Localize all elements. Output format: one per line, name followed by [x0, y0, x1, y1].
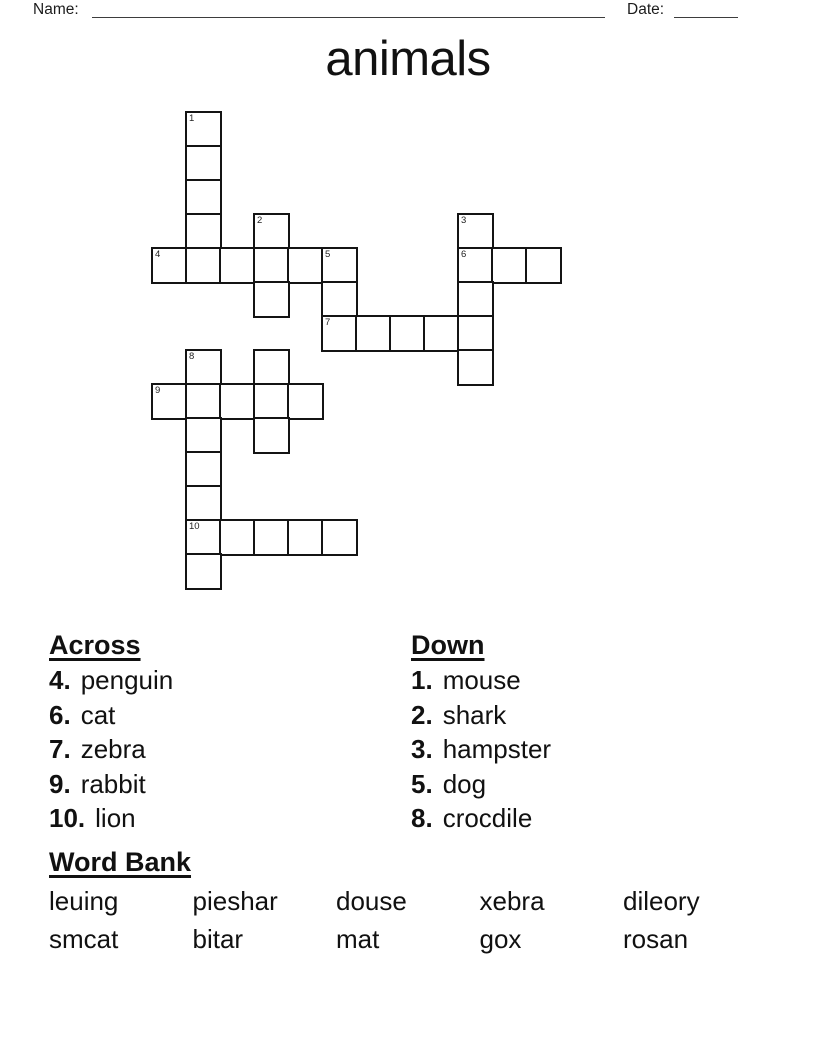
word-bank-item: douse	[336, 886, 407, 916]
clue-item	[49, 663, 173, 698]
clue-item	[411, 767, 551, 802]
grid-cell[interactable]	[253, 281, 290, 318]
grid-cell[interactable]	[457, 281, 494, 318]
word-bank-item: mat	[336, 924, 380, 954]
cell-number: 8	[189, 351, 195, 362]
grid-cell[interactable]	[185, 485, 222, 522]
word-bank-item: rosan	[623, 924, 689, 954]
clue-text: crocdile	[442, 803, 533, 833]
clue-item	[411, 801, 551, 836]
cell-number: 5	[325, 249, 331, 260]
across-heading: Across	[49, 630, 141, 660]
cell-number: 2	[257, 215, 263, 226]
grid-cell[interactable]	[185, 451, 222, 488]
grid-cell[interactable]	[525, 247, 562, 284]
clue-item	[49, 732, 173, 767]
grid-cell[interactable]	[253, 383, 290, 420]
cell-number: 4	[155, 249, 161, 260]
clue-number: 10.	[49, 803, 86, 833]
clue-item	[411, 663, 551, 698]
name-input-line[interactable]	[92, 0, 605, 18]
crossword-grid	[151, 111, 562, 590]
clue-number: 5.	[411, 768, 433, 799]
grid-cell[interactable]	[219, 383, 256, 420]
clue-number: 6.	[49, 699, 71, 730]
grid-cell[interactable]	[185, 553, 222, 590]
clue-number: 1.	[411, 665, 433, 695]
grid-cell[interactable]	[321, 247, 358, 284]
grid-cell[interactable]	[423, 315, 460, 352]
clue-text: mouse	[442, 665, 521, 695]
grid-cell[interactable]	[389, 315, 426, 352]
clue-number: 2.	[411, 699, 433, 730]
date-input-line[interactable]	[674, 0, 738, 18]
word-bank-item: dileory	[623, 886, 700, 916]
cell-number: 1	[189, 113, 195, 124]
grid-cell[interactable]	[185, 213, 222, 250]
grid-cell[interactable]	[321, 315, 358, 352]
down-heading: Down	[411, 630, 485, 660]
grid-cell[interactable]	[287, 519, 324, 556]
clue-number: 8.	[411, 803, 433, 833]
grid-cell[interactable]	[355, 315, 392, 352]
clue-text: shark	[442, 699, 507, 730]
across-clue-list	[49, 663, 173, 836]
grid-cell[interactable]	[185, 349, 222, 386]
grid-cell[interactable]	[457, 315, 494, 352]
word-bank-item: gox	[479, 924, 522, 954]
grid-cell[interactable]	[185, 145, 222, 182]
grid-cell[interactable]	[491, 247, 528, 284]
down-clue-list	[411, 663, 551, 836]
clue-item	[49, 767, 173, 802]
word-bank-item: pieshar	[192, 886, 278, 916]
clue-text: dog	[442, 768, 487, 799]
grid-cell[interactable]	[253, 213, 290, 250]
clue-number: 9.	[49, 768, 71, 799]
grid-cell[interactable]	[219, 247, 256, 284]
word-bank-item: xebra	[479, 886, 545, 916]
grid-cell[interactable]	[253, 417, 290, 454]
clue-text: rabbit	[80, 768, 146, 799]
name-label: Name:	[33, 1, 79, 18]
clue-item	[49, 801, 173, 836]
word-bank-words	[49, 882, 767, 958]
grid-cell[interactable]	[253, 349, 290, 386]
grid-cell[interactable]	[321, 281, 358, 318]
word-bank-item: bitar	[192, 924, 244, 954]
word-bank-heading: Word Bank	[49, 847, 192, 877]
word-bank-section	[49, 847, 767, 958]
cell-number: 7	[325, 317, 331, 328]
clue-text: cat	[80, 699, 116, 730]
clue-number: 4.	[49, 665, 71, 695]
down-section	[411, 630, 551, 836]
cell-number: 9	[155, 385, 161, 396]
cell-number: 10	[189, 521, 200, 532]
clue-item	[49, 698, 173, 733]
cell-number: 6	[461, 249, 467, 260]
grid-cell[interactable]	[457, 213, 494, 250]
grid-cell[interactable]	[185, 383, 222, 420]
grid-cell[interactable]	[151, 383, 188, 420]
date-label: Date:	[627, 1, 665, 18]
grid-cell[interactable]	[185, 179, 222, 216]
clue-text: zebra	[80, 734, 146, 764]
grid-cell[interactable]	[457, 247, 494, 284]
clue-item	[411, 698, 551, 733]
grid-cell[interactable]	[185, 111, 222, 148]
grid-cell[interactable]	[321, 519, 358, 556]
clue-text: hampster	[442, 734, 552, 764]
grid-cell[interactable]	[185, 519, 222, 556]
clue-text: lion	[95, 803, 136, 833]
grid-cell[interactable]	[185, 417, 222, 454]
cell-number: 3	[461, 215, 467, 226]
grid-cell[interactable]	[287, 247, 324, 284]
clue-number: 3.	[411, 734, 433, 764]
grid-cell[interactable]	[253, 247, 290, 284]
grid-cell[interactable]	[457, 349, 494, 386]
grid-cell[interactable]	[151, 247, 188, 284]
grid-cell[interactable]	[253, 519, 290, 556]
puzzle-title: animals	[325, 32, 491, 86]
word-bank-item: smcat	[49, 924, 119, 954]
clue-number: 7.	[49, 734, 71, 764]
grid-cell[interactable]	[287, 383, 324, 420]
grid-cell[interactable]	[185, 247, 222, 284]
grid-cell[interactable]	[219, 519, 256, 556]
across-section	[49, 630, 173, 836]
word-bank-item: leuing	[49, 886, 119, 916]
clue-text: penguin	[80, 665, 174, 695]
clue-item	[411, 732, 551, 767]
